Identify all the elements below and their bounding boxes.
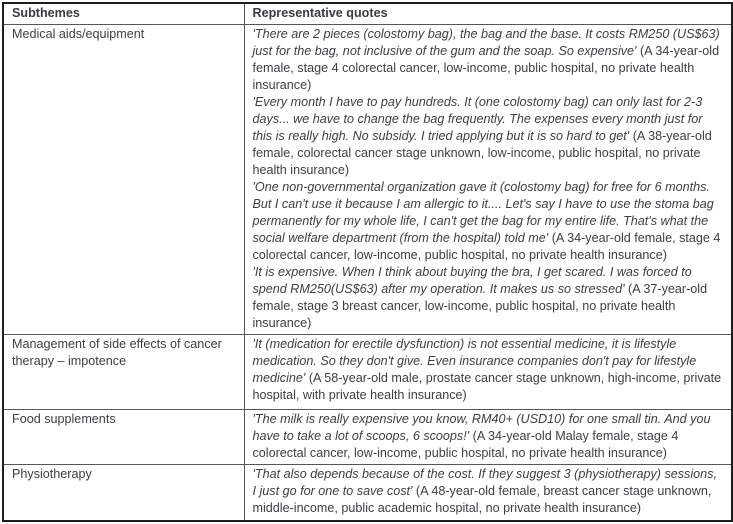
quotes-cell [244, 465, 732, 521]
quote-attribution: (A 48-year-old female, breast cancer stage unknown, middle-income, public academic hospital, no private health insurance) [252, 484, 712, 515]
quote-text: 'There are 2 pieces (colostomy bag), the bag and the base. It costs RM250 (US$63) just for the bag, not inclusive of the gum and the soap. So expensive' [252, 27, 720, 58]
quote-text: 'One non-governmental organization gave it (colostomy bag) for free for 6 months. But I can't use it because I am allergic to it.... Let's say I have to use the stoma bag permanently for my whole life, I can't get the bag for my entire life. That's what the social welfare department (from the hospital) told me' [252, 180, 714, 245]
quote-attribution: (A 34-year-old female, stage 4 colorectal cancer, low-income, public hospital, no private health insurance) [252, 231, 721, 262]
quote-text: 'It (medication for erectile dysfunction) is not essential medicine, it is lifestyle medication. So they don't give. Even insurance companies don't pay for lifestyle medicine' [252, 337, 697, 385]
table-row-side-effects [3, 335, 732, 410]
quote-paragraph [253, 466, 724, 517]
subtheme-cell: Management of side effects of cancer therapy – impotence [3, 335, 244, 410]
table-row-food-supplements [3, 410, 732, 465]
quote-attribution: (A 34-year-old Malay female, stage 4 colorectal cancer, low-income, public hospital, no private health insurance) [252, 429, 679, 460]
column-header-representative-quotes: Representative quotes [244, 3, 732, 25]
quote-attribution: (A 37-year-old female, stage 3 breast cancer, low-income, public hospital, no private health insurance) [252, 282, 708, 330]
quote-text: 'That also depends because of the cost. If they suggest 3 (physiotherapy) sessions, I just go for one to save cost' [252, 467, 717, 498]
quote-text: 'It is expensive. When I think about buying the bra, I get scared. I was forced to spend RM250(US$63) after my operation. It makes us so stressed' [252, 265, 692, 296]
table-header-row [3, 3, 732, 25]
quote-paragraph [253, 26, 724, 94]
quotes-cell [244, 335, 732, 410]
quote-paragraph [253, 264, 724, 332]
quote-paragraph [253, 94, 724, 179]
table-row-medical-aids [3, 25, 732, 335]
table-row-physiotherapy [3, 465, 732, 521]
quotes-cell [244, 25, 732, 335]
quote-text: 'The milk is really expensive you know, RM40+ (USD10) for one small tin. And you have to take a lot of scoops, 6 scoops!' [252, 412, 711, 443]
quote-attribution: (A 34-year-old female, stage 4 colorectal cancer, low-income, public hospital, no private health insurance) [252, 44, 720, 92]
column-header-subthemes: Subthemes [3, 3, 244, 25]
subtheme-cell: Medical aids/equipment [3, 25, 244, 335]
quote-paragraph [253, 411, 724, 462]
quote-attribution: (A 58-year-old male, prostate cancer stage unknown, high-income, private hospital, with private health insurance) [252, 371, 722, 402]
subtheme-cell: Food supplements [3, 410, 244, 465]
quote-attribution: (A 38-year-old female, colorectal cancer stage unknown, low-income, public hospital, no private health insurance) [252, 129, 712, 177]
subtheme-cell: Physiotherapy [3, 465, 244, 521]
quotes-cell [244, 410, 732, 465]
quote-text: 'Every month I have to pay hundreds. It (one colostomy bag) can only last for 2-3 days... we have to change the bag frequently. The expenses every month just for this is really high. No subsidy. I tried applying but it is so hard to get' [252, 95, 703, 143]
quote-paragraph [253, 336, 724, 404]
subthemes-quotes-table [2, 2, 733, 522]
quote-paragraph [253, 179, 724, 264]
